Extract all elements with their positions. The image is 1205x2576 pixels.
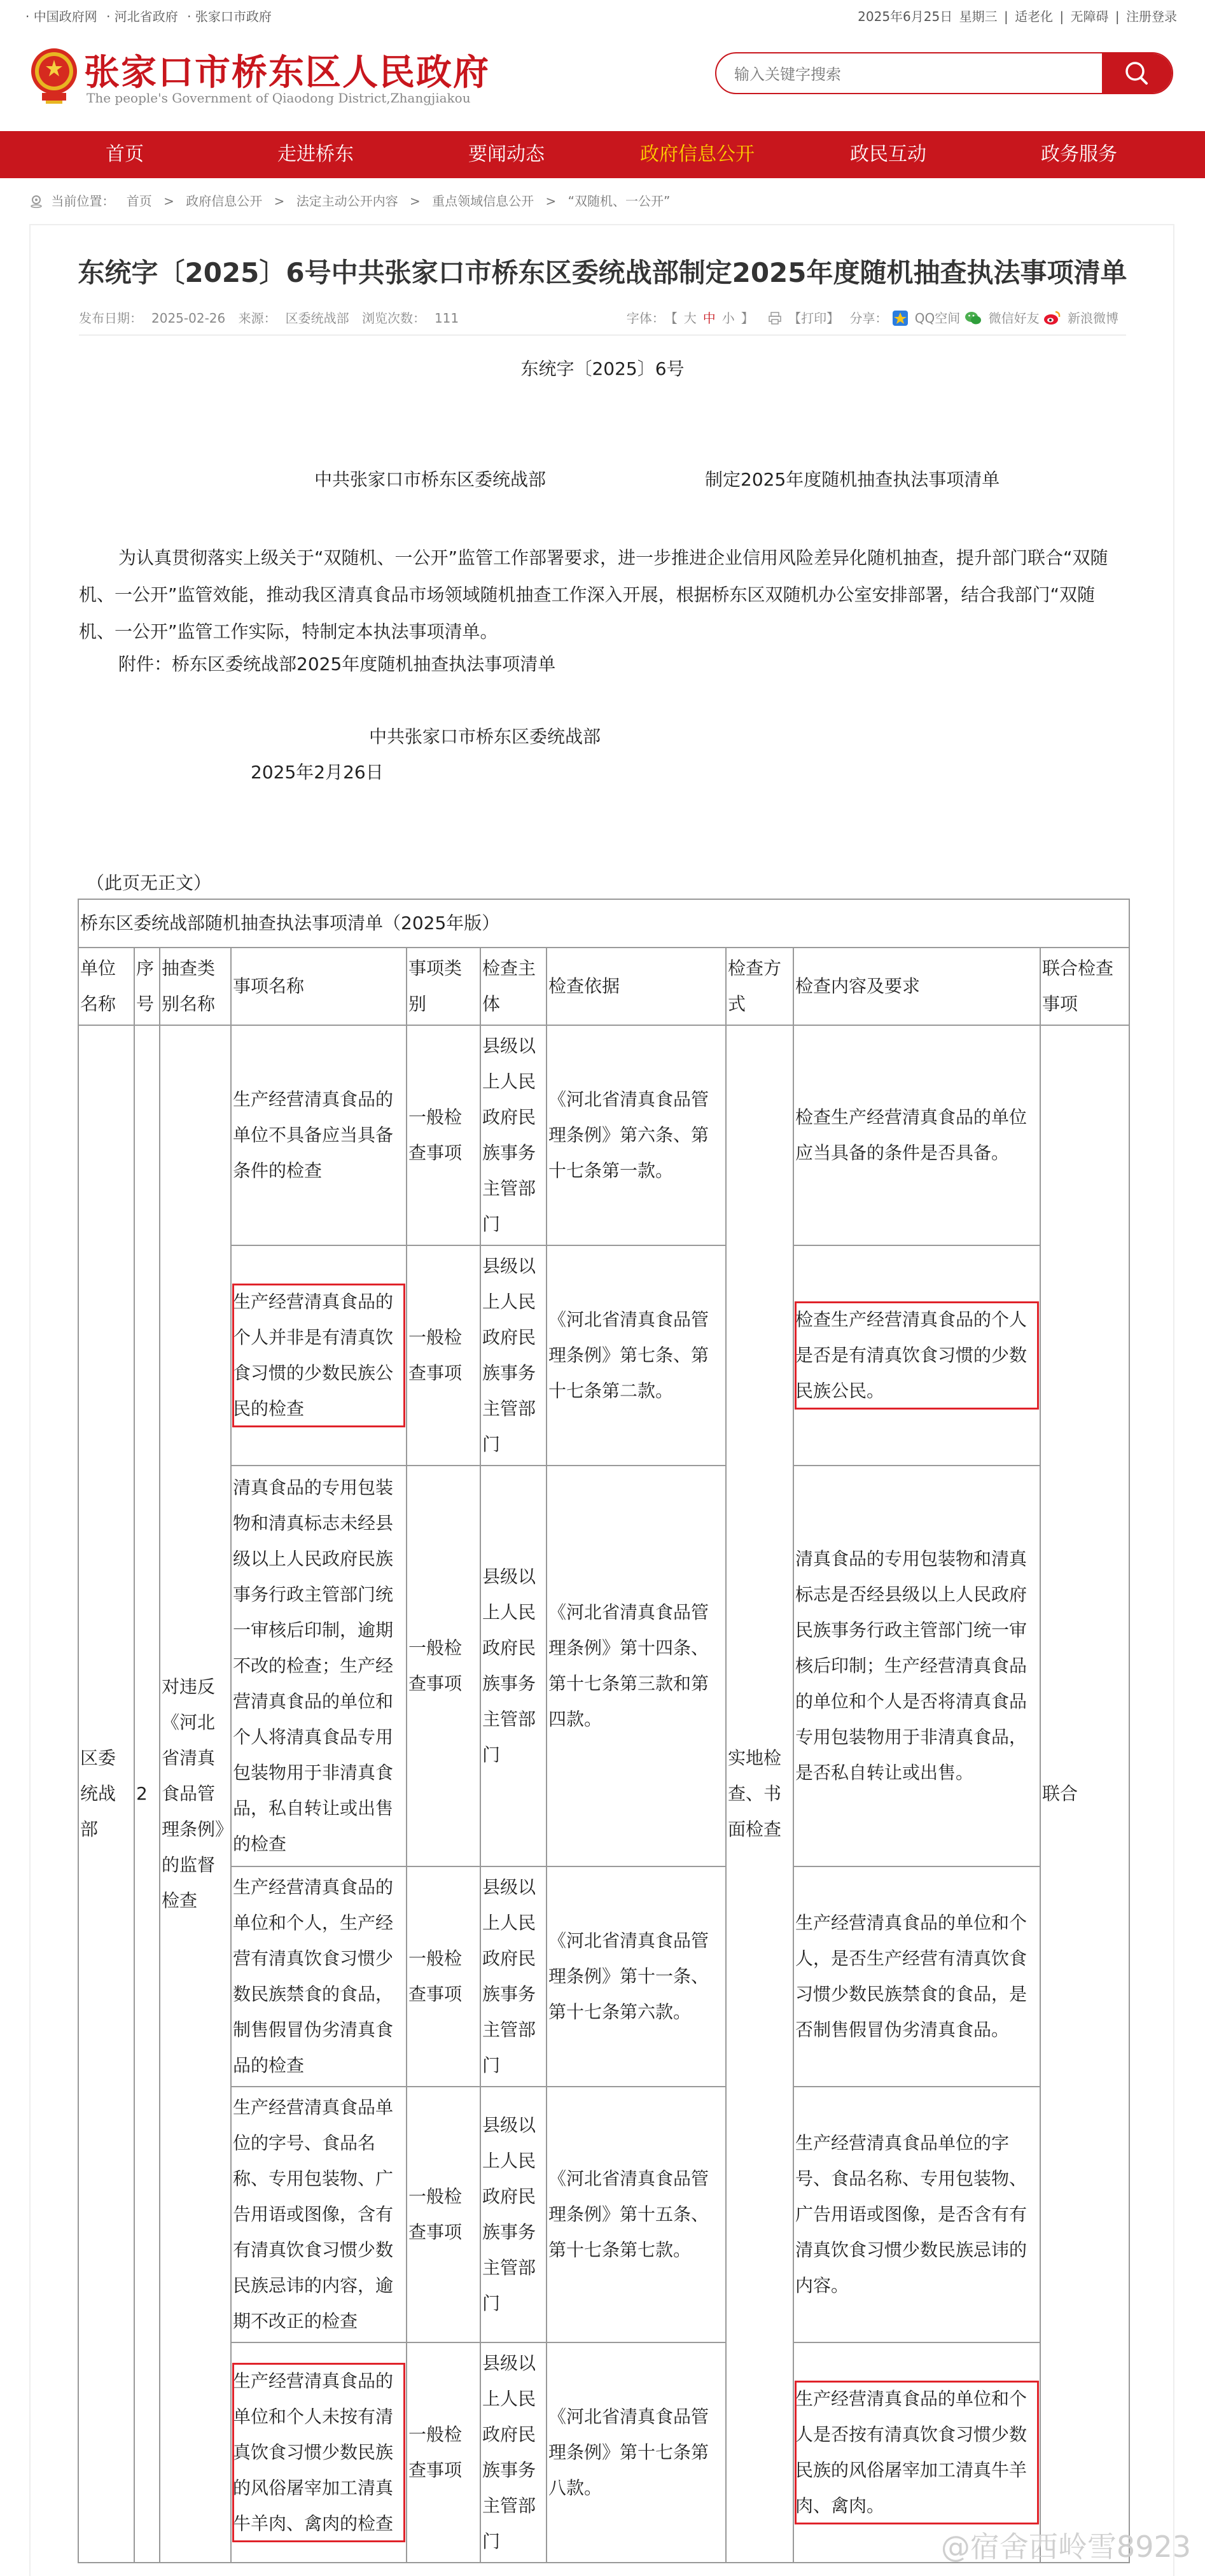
cell-content: 生产经营清真食品单位的字号、食品名称、专用包装物、广告用语或图像，是否含有有清真饮食习惯少数民族忌讳的内容。 (793, 2087, 1040, 2342)
separator: | (1115, 9, 1120, 24)
table-header: 事项名称 (231, 948, 407, 1025)
table-header: 联合检查事项 (1040, 948, 1129, 1025)
cell-seq: 2 (134, 1025, 160, 2563)
top-links (25, 6, 277, 25)
table-header: 检查方式 (726, 948, 793, 1025)
cell-category: 对违反《河北省清真食品管理条例》的监督检查 (160, 1025, 231, 2563)
content-highlight: 生产经营清真食品的单位和个人是否按有清真饮食习惯少数民族的风俗屠宰加工清真牛羊肉、禽肉。 (795, 2381, 1038, 2524)
views-label: 浏览次数： (361, 311, 426, 326)
search-icon (1102, 53, 1172, 93)
link-zjk-gov[interactable]: · 张家口市政府 (187, 9, 272, 24)
table-header: 抽查类别名称 (160, 948, 231, 1025)
site-header (0, 29, 1205, 131)
print-button[interactable]: 【打印】 (788, 311, 840, 326)
search-button[interactable] (1102, 53, 1172, 93)
signature-org: 中共张家口市桥东区委统战部 (369, 726, 601, 747)
cell-method: 实地检查、书面检查 (726, 1025, 793, 2563)
nav-interaction[interactable]: 政民互动 (850, 143, 926, 165)
bracket-open: 【 (671, 311, 678, 326)
document-number: 东统字〔2025〕6号 (520, 358, 685, 379)
printer-icon (768, 311, 782, 325)
cell-basis: 《河北省清真食品管理条例》第十四条、第十七条第三款和第四款。 (547, 1466, 726, 1866)
breadcrumb-sep: > (410, 193, 421, 209)
breadcrumb-sep: > (545, 193, 557, 209)
wechat-icon (965, 310, 982, 326)
link-hebei-gov[interactable]: · 河北省政府 (106, 9, 178, 24)
font-medium-button[interactable]: 中 (702, 311, 716, 326)
nav-news[interactable]: 要闻动态 (468, 143, 545, 165)
share-weibo[interactable]: 新浪微博 (1068, 311, 1118, 326)
accessible-link[interactable]: 无障碍 (1070, 9, 1109, 24)
cell-item-highlighted (231, 2342, 407, 2563)
share-label: 分享： (849, 311, 888, 326)
font-large-button[interactable]: 大 (683, 311, 697, 326)
elder-mode-link[interactable]: 适老化 (1015, 9, 1054, 24)
weibo-icon (1043, 310, 1061, 326)
main-nav (0, 131, 1205, 178)
attachment-line: 附件：桥东区委统战部2025年度随机抽查执法事项清单 (118, 654, 556, 675)
breadcrumb (29, 191, 678, 209)
article-tools (620, 308, 1118, 326)
top-right-info (855, 6, 1177, 25)
breadcrumb-home[interactable]: 首页 (126, 193, 152, 209)
cell-basis: 《河北省清真食品管理条例》第十七条第八款。 (547, 2342, 726, 2563)
table-row (78, 1866, 1129, 2087)
weibo-watermark: @宿舍西岭雪8923 (940, 2530, 1191, 2564)
publish-date: 2025-02-26 (151, 311, 226, 326)
cell-basis: 《河北省清真食品管理条例》第六条、第十七条第一款。 (547, 1025, 726, 1245)
table-header: 检查内容及要求 (793, 948, 1040, 1025)
nav-gov-info[interactable]: 政府信息公开 (640, 143, 755, 165)
location-pin-icon (29, 194, 43, 208)
cell-item: 生产经营清真食品的单位和个人，生产经营有清真饮食习惯少数民族禁食的食品，制售假冒伪劣清真食品的检查 (231, 1866, 407, 2087)
cell-item-highlighted (231, 1245, 407, 1466)
item-highlight: 生产经营清真食品的单位和个人未按有清真饮食习惯少数民族的风俗屠宰加工清真牛羊肉、禽肉的检查 (233, 2363, 405, 2542)
cell-subject: 县级以上人民政府民族事务主管部门 (480, 2087, 547, 2342)
no-text-note: （此页无正文） (87, 872, 212, 893)
table-header: 序号 (134, 948, 160, 1025)
cell-type: 一般检查事项 (407, 1466, 480, 1866)
source-label: 来源： (238, 311, 277, 326)
breadcrumb-current[interactable]: “双随机、一公开” (568, 193, 671, 209)
font-small-button[interactable]: 小 (721, 311, 735, 326)
source: 区委统战部 (285, 311, 349, 326)
cell-subject: 县级以上人民政府民族事务主管部门 (480, 1466, 547, 1866)
inspection-table (78, 899, 1130, 2563)
qq-zone-icon (892, 310, 909, 326)
table-header: 检查主体 (480, 948, 547, 1025)
login-link[interactable]: 注册登录 (1126, 9, 1177, 24)
cell-basis: 《河北省清真食品管理条例》第七条、第十七条第二款。 (547, 1245, 726, 1466)
publish-date-label: 发布日期： (79, 311, 143, 326)
share-qq-zone[interactable]: QQ空间 (914, 311, 961, 326)
separator: | (1003, 9, 1008, 24)
table-caption: 桥东区委统战部随机抽查执法事项清单（2025年版） (78, 899, 1129, 948)
cell-unit: 区委统战部 (78, 1025, 134, 2563)
item-highlight: 生产经营清真食品的个人并非是有清真饮食习惯的少数民族公民的检查 (233, 1284, 405, 1427)
article-meta (79, 308, 468, 326)
cell-type: 一般检查事项 (407, 2087, 480, 2342)
nav-services[interactable]: 政务服务 (1041, 143, 1117, 165)
breadcrumb-gov-info[interactable]: 政府信息公开 (186, 193, 263, 209)
table-row (78, 1245, 1129, 1466)
breadcrumb-label: 当前位置： (51, 193, 115, 209)
site-subtitle: The people's Government of Qiaodong District,Zhangjiakou (87, 90, 471, 106)
nav-about[interactable]: 走进桥东 (277, 143, 354, 165)
breadcrumb-sep: > (274, 193, 285, 209)
cell-content-highlighted (793, 1245, 1040, 1466)
national-emblem-icon (28, 46, 80, 104)
table-header: 单位名称 (78, 948, 134, 1025)
cell-content: 清真食品的专用包装物和清真标志是否经县级以上人民政府民族事务行政主管部门统一审核后印制；生产经营清真食品的单位和个人是否将清真食品专用包装物用于非清真食品，是否私自转让或出售。 (793, 1466, 1040, 1866)
site-title[interactable]: 张家口市桥东区人民政府 (84, 52, 490, 94)
cell-basis: 《河北省清真食品管理条例》第十一条、第十七条第六款。 (547, 1866, 726, 2087)
cell-type: 一般检查事项 (407, 1025, 480, 1245)
table-row (78, 1025, 1129, 1245)
cell-type: 一般检查事项 (407, 1245, 480, 1466)
table-row (78, 2087, 1129, 2342)
content-highlight: 检查生产经营清真食品的个人是否是有清真饮食习惯的少数民族公民。 (795, 1302, 1038, 1409)
cell-content: 生产经营清真食品的单位和个人，是否生产经营有清真饮食习惯少数民族禁食的食品，是否制售假冒伪劣清真食品。 (793, 1866, 1040, 2087)
current-weekday: 星期三 (959, 9, 998, 24)
cell-item: 生产经营清真食品单位的字号、食品名称、专用包装物、广告用语或图像，含有有清真饮食习惯少数民族忌讳的内容，逾期不改正的检查 (231, 2087, 407, 2342)
views-count: 111 (434, 311, 459, 326)
cell-subject: 县级以上人民政府民族事务主管部门 (480, 1245, 547, 1466)
search-input[interactable] (733, 61, 1092, 88)
font-size-label: 字体： (626, 311, 665, 326)
cell-basis: 《河北省清真食品管理条例》第十五条、第十七条第七款。 (547, 2087, 726, 2342)
separator: | (1059, 9, 1064, 24)
table-row (78, 1466, 1129, 1866)
signature-date: 2025年2月26日 (251, 762, 384, 783)
document-heading-right: 制定2025年度随机抽查执法事项清单 (705, 469, 1000, 490)
cell-item: 生产经营清真食品的单位不具备应当具备条件的检查 (231, 1025, 407, 1245)
bracket-close: 】 (741, 311, 754, 326)
cell-type: 一般检查事项 (407, 2342, 480, 2563)
cell-content: 检查生产经营清真食品的单位应当具备的条件是否具备。 (793, 1025, 1040, 1245)
breadcrumb-sep: > (164, 193, 174, 209)
cell-subject: 县级以上人民政府民族事务主管部门 (480, 1025, 547, 1245)
cell-subject: 县级以上人民政府民族事务主管部门 (480, 2342, 547, 2563)
nav-home[interactable]: 首页 (106, 143, 144, 165)
cell-subject: 县级以上人民政府民族事务主管部门 (480, 1866, 547, 2087)
breadcrumb-statutory[interactable]: 法定主动公开内容 (296, 193, 398, 209)
article-title: 东统字〔2025〕6号中共张家口市桥东区委统战部制定2025年度随机抽查执法事项清单 (78, 257, 1127, 288)
cell-joint: 联合 (1040, 1025, 1129, 2563)
breadcrumb-key-areas[interactable]: 重点领域信息公开 (432, 193, 534, 209)
document-heading-left: 中共张家口市桥东区委统战部 (314, 469, 547, 490)
top-utility-bar (0, 0, 1205, 29)
link-central-gov[interactable]: · 中国政府网 (25, 9, 97, 24)
cell-type: 一般检查事项 (407, 1866, 480, 2087)
search-box (715, 52, 1173, 94)
table-header: 事项类别 (407, 948, 480, 1025)
table-header: 检查依据 (547, 948, 726, 1025)
cell-item: 清真食品的专用包装物和清真标志未经县级以上人民政府民族事务行政主管部门统一审核后印制，逾期不改的检查；生产经营清真食品的单位和个人将清真食品专用包装物用于非清真食品，私自转让或出售的检查 (231, 1466, 407, 1866)
share-wechat[interactable]: 微信好友 (988, 311, 1040, 326)
document-paragraph: 为认真贯彻落实上级关于“双随机、一公开”监管工作部署要求，进一步推进企业信用风险差异化随机抽查，提升部门联合“双随机、一公开”监管效能，推动我区清真食品市场领域随机抽查工作深入开展，根据桥东区双随机办公室安排部署，结合我部门“双随机、一公开”监管工作实际，特制定本执法事项清单。 (79, 547, 1108, 642)
current-date: 2025年6月25日 (858, 9, 953, 24)
